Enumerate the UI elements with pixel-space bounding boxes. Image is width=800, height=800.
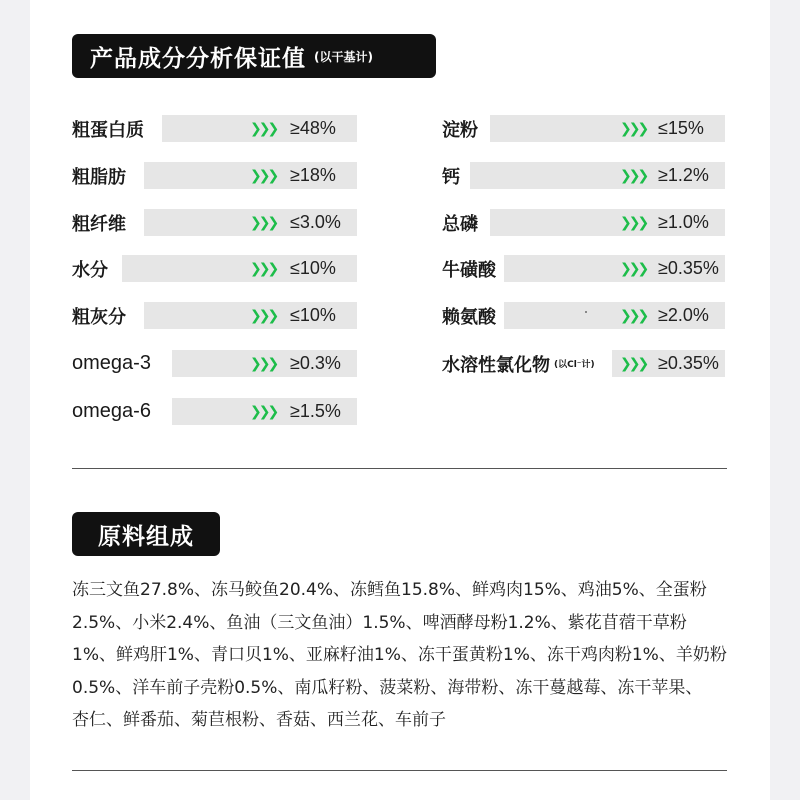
nutrient-value: ≥2.0% [658,305,709,325]
arrow-icon: ❯❯❯ [620,355,647,372]
analysis-title: 产品成分分析保证值 [90,45,306,72]
section-divider [72,468,727,469]
arrow-icon: ❯❯❯ [620,120,647,137]
arrow-icon: ❯❯❯ [250,120,277,137]
nutrient-label: 水分 [72,259,108,281]
analysis-row-water-soluble-chloride [442,350,725,377]
nutrient-label: omega-6 [72,400,151,422]
analysis-subtitle: (以干基计) [314,49,373,64]
nutrient-value: ≤15% [658,118,704,138]
nutrient-label: 淀粉 [442,119,478,141]
analysis-row-moisture [72,255,357,282]
analysis-row-crude-ash [72,302,357,329]
nutrient-label: 总磷 [442,213,478,235]
ingredients-text [72,574,734,737]
nutrient-label-note: (以Cl⁻计) [554,360,595,370]
arrow-icon: ❯❯❯ [250,167,277,184]
analysis-row-crude-protein [72,115,357,142]
arrow-icon: ❯❯❯ [620,167,647,184]
analysis-title-badge [72,34,436,78]
arrow-icon: ❯❯❯ [250,355,277,372]
ingredients-line: 杏仁、鲜番茄、菊苣根粉、香菇、西兰花、车前子 [72,710,446,730]
arrow-icon: ❯❯❯ [250,403,277,420]
speck-decoration [585,311,587,313]
analysis-row-total-phosphorus [442,209,725,236]
ingredients-line: 1%、鲜鸡肝1%、青口贝1%、亚麻籽油1%、冻干蛋黄粉1%、冻干鸡肉粉1%、羊奶粉 [72,645,727,665]
analysis-row-calcium [442,162,725,189]
nutrient-value: ≤10% [290,305,336,325]
analysis-row-omega-6 [72,398,357,425]
nutrient-value: ≤10% [290,258,336,278]
analysis-row-crude-fiber [72,209,357,236]
ingredients-line: 冻三文鱼27.8%、冻马鲛鱼20.4%、冻鳕鱼15.8%、鲜鸡肉15%、鸡油5%、全蛋粉 [72,580,707,600]
nutrient-label: 牛磺酸 [442,259,496,281]
arrow-icon: ❯❯❯ [250,260,277,277]
nutrient-value: ≥0.35% [658,353,719,373]
nutrient-value: ≥1.2% [658,165,709,185]
nutrient-label: omega-3 [72,352,151,374]
nutrient-value: ≥0.3% [290,353,341,373]
analysis-row-crude-fat [72,162,357,189]
nutrient-label: 水溶性氯化物 [442,354,550,376]
nutrient-label: 粗脂肪 [72,166,126,188]
nutrient-value: ≥0.35% [658,258,719,278]
arrow-icon: ❯❯❯ [250,307,277,324]
ingredients-line: 2.5%、小米2.4%、鱼油（三文鱼油）1.5%、啤酒酵母粉1.2%、紫花苜蓿干草粉 [72,612,687,633]
arrow-icon: ❯❯❯ [250,214,277,231]
analysis-row-starch [442,115,725,142]
arrow-icon: ❯❯❯ [620,307,647,324]
nutrient-value: ≤3.0% [290,212,341,232]
nutrient-value: ≥1.5% [290,401,341,421]
nutrient-value: ≥1.0% [658,212,709,232]
analysis-row-taurine [442,255,725,282]
ingredients-line: 0.5%、洋车前子壳粉0.5%、南瓜籽粉、菠菜粉、海带粉、冻干蔓越莓、冻干苹果、 [72,677,703,698]
arrow-icon: ❯❯❯ [620,260,647,277]
arrow-icon: ❯❯❯ [620,214,647,231]
nutrient-label: 粗纤维 [72,213,126,235]
nutrient-value: ≥48% [290,118,336,138]
analysis-row-lysine [442,302,725,329]
ingredients-title: 原料组成 [72,512,220,556]
nutrient-value: ≥18% [290,165,336,185]
nutrient-label: 粗灰分 [72,306,126,328]
nutrient-label: 粗蛋白质 [72,119,144,141]
nutrient-label: 钙 [442,166,460,188]
section-divider [72,770,727,771]
nutrient-label: 赖氨酸 [442,306,496,328]
analysis-row-omega-3 [72,350,357,377]
